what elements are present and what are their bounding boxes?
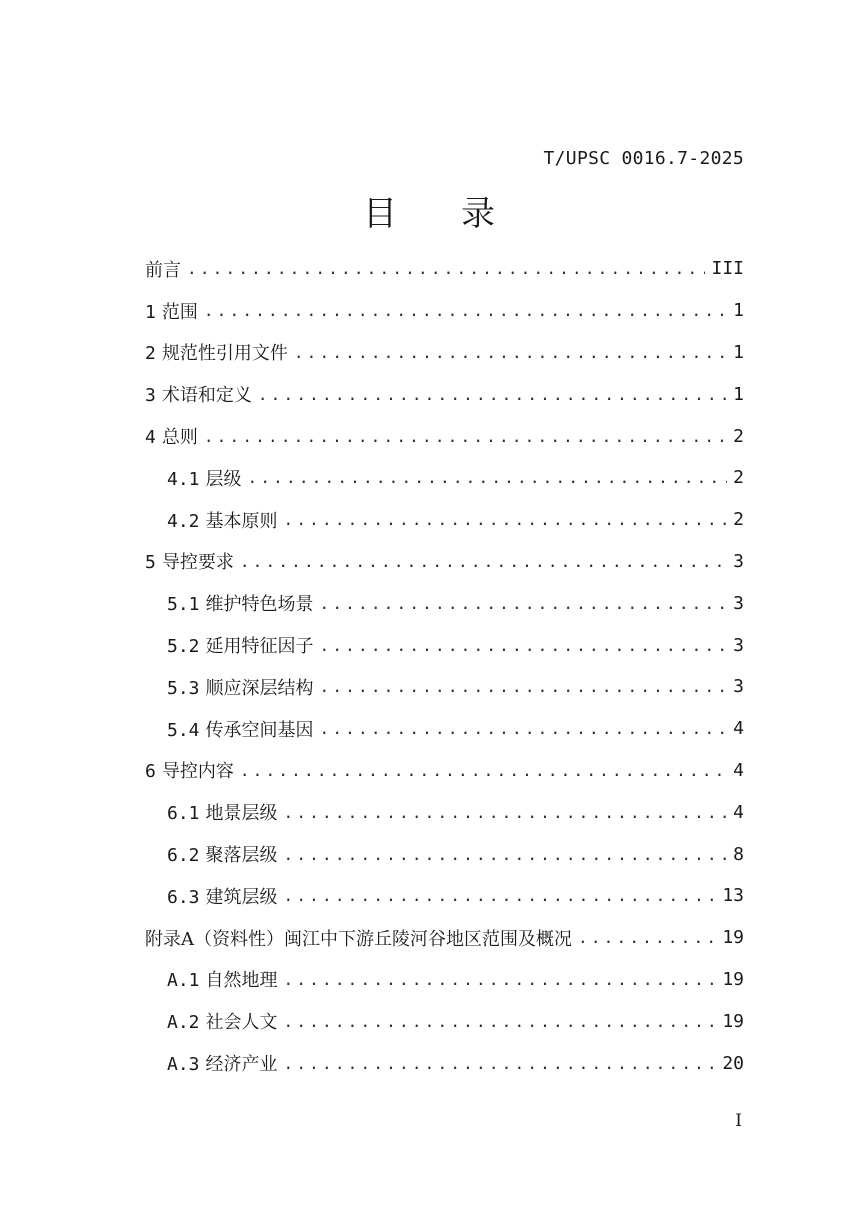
toc-title-part2: 录	[461, 194, 497, 234]
toc-entry-number: 2	[145, 343, 156, 365]
toc-entry-label	[167, 716, 314, 742]
toc-entry-text: 社会人文	[205, 1012, 278, 1034]
toc-entry-text: 聚落层级	[205, 845, 278, 867]
toc-entry-text: 范围	[161, 301, 198, 323]
toc-dot-leader	[284, 1054, 717, 1073]
toc-dot-leader	[320, 677, 728, 696]
toc-dot-leader	[284, 510, 728, 529]
toc-entry-page: 2	[733, 509, 744, 531]
toc-entry-page: 3	[733, 676, 744, 698]
toc-title	[0, 186, 860, 235]
toc-entry-label	[167, 632, 314, 658]
toc-dot-leader	[320, 594, 728, 613]
toc-entry-label	[145, 339, 288, 365]
toc-entry-label	[145, 423, 198, 449]
toc-entry-number: 6.3	[167, 886, 200, 908]
toc-entry-number: 1	[145, 301, 156, 323]
toc-entry-label	[145, 256, 181, 282]
toc-entry[interactable]	[145, 833, 744, 875]
toc-entry-label	[145, 925, 572, 951]
toc-entry-page: 20	[722, 1052, 744, 1074]
toc-entry[interactable]	[145, 666, 744, 708]
toc-entry-label	[167, 841, 278, 867]
toc-entry[interactable]	[145, 708, 744, 750]
toc-entry-page: 3	[733, 550, 744, 572]
toc-entry-text: 经济产业	[205, 1054, 278, 1076]
toc-entry-text: 基本原则	[205, 510, 278, 532]
toc-entry-page: 1	[733, 383, 744, 405]
toc-entry[interactable]	[145, 1042, 744, 1084]
toc-entry[interactable]	[145, 917, 744, 959]
toc-entry-text: 附录A（资料性）闽江中下游丘陵河谷地区范围及概况	[145, 928, 572, 950]
toc-dot-leader	[240, 552, 727, 571]
toc-entry-page: 19	[722, 927, 744, 949]
toc-entry-label	[167, 465, 242, 491]
toc-entry-number: 5.4	[167, 719, 200, 741]
toc-entry-label	[145, 381, 252, 407]
toc-entry-page: 2	[733, 467, 744, 489]
toc-entry-number: 5	[145, 552, 156, 574]
toc-entry-number: 3	[145, 385, 156, 407]
toc-entry-label	[167, 674, 314, 700]
toc-dot-leader	[320, 636, 728, 655]
toc-entry-number: 6.1	[167, 803, 200, 825]
toc-entry[interactable]	[145, 332, 744, 374]
toc-dot-leader	[248, 468, 728, 487]
document-code: T/UPSC 0016.7-2025	[543, 148, 744, 169]
toc-dot-leader	[284, 1012, 717, 1031]
toc-entry-text: 导控内容	[161, 761, 234, 783]
toc-entry-text: 地景层级	[205, 803, 278, 825]
toc-entry-text: 建筑层级	[205, 886, 278, 908]
toc-entry[interactable]	[145, 959, 744, 1001]
toc-entry-number: 5.2	[167, 636, 200, 658]
toc-entry-label	[167, 590, 314, 616]
toc-entry-page: 4	[733, 801, 744, 823]
toc-entry[interactable]	[145, 457, 744, 499]
toc-entry-page: 1	[733, 341, 744, 363]
toc-entry-text: 总则	[161, 427, 198, 449]
toc-entry-number: 5.3	[167, 677, 200, 699]
toc-entry-label	[167, 1008, 278, 1034]
toc-dot-leader	[240, 761, 727, 780]
toc-entry-text: 前言	[145, 259, 181, 281]
toc-dot-leader	[320, 719, 728, 738]
toc-entry[interactable]	[145, 624, 744, 666]
toc-entry-text: 传承空间基因	[205, 719, 314, 741]
toc-entry-number: 4	[145, 427, 156, 449]
toc-entry-page: 4	[733, 759, 744, 781]
toc-dot-leader	[258, 385, 727, 404]
toc-entry-text: 规范性引用文件	[161, 343, 288, 365]
toc-entry[interactable]	[145, 750, 744, 792]
toc-entry-text: 层级	[205, 468, 242, 490]
toc-entry-label	[167, 507, 278, 533]
toc-entry[interactable]	[145, 290, 744, 332]
toc-dot-leader	[578, 928, 716, 947]
toc-entry-number: A.1	[167, 970, 200, 992]
toc-entry-number: 6.2	[167, 845, 200, 867]
toc-entry[interactable]	[145, 248, 744, 290]
toc-entry-text: 术语和定义	[161, 385, 252, 407]
toc-dot-leader	[284, 803, 728, 822]
toc-entry-number: 5.1	[167, 594, 200, 616]
toc-entry-page: 1	[733, 300, 744, 322]
toc-dot-leader	[284, 886, 717, 905]
toc-entry-label	[145, 298, 198, 324]
toc-entry-page: III	[711, 258, 744, 280]
toc-entry-page: 3	[733, 634, 744, 656]
toc-entry[interactable]	[145, 791, 744, 833]
toc-entry-page: 3	[733, 592, 744, 614]
toc-entry-number: A.3	[167, 1054, 200, 1076]
toc-dot-leader	[187, 259, 705, 278]
toc-entry-number: 4.1	[167, 468, 200, 490]
toc-entry-label	[145, 757, 234, 783]
toc-entry-label	[145, 548, 234, 574]
page-number: I	[735, 1111, 742, 1131]
toc-entry-label	[167, 966, 278, 992]
toc-entry-text: 维护特色场景	[205, 594, 314, 616]
toc-list	[145, 248, 744, 1084]
toc-entry-text: 顺应深层结构	[205, 677, 314, 699]
toc-entry[interactable]	[145, 541, 744, 583]
toc-entry[interactable]	[145, 415, 744, 457]
toc-dot-leader	[204, 427, 727, 446]
toc-dot-leader	[284, 970, 717, 989]
toc-dot-leader	[294, 343, 727, 362]
toc-entry-page: 2	[733, 425, 744, 447]
toc-entry-text: 导控要求	[161, 552, 234, 574]
toc-entry-number: 4.2	[167, 510, 200, 532]
toc-entry[interactable]	[145, 1000, 744, 1042]
toc-title-part1: 目	[363, 194, 399, 234]
toc-entry-number: 6	[145, 761, 156, 783]
toc-entry-text: 延用特征因子	[205, 636, 314, 658]
toc-entry[interactable]	[145, 582, 744, 624]
toc-entry-page: 19	[722, 968, 744, 990]
toc-entry-label	[167, 883, 278, 909]
toc-entry-page: 13	[722, 885, 744, 907]
toc-entry[interactable]	[145, 875, 744, 917]
toc-entry[interactable]	[145, 373, 744, 415]
toc-entry-label	[167, 799, 278, 825]
toc-entry-label	[167, 1050, 278, 1076]
toc-dot-leader	[284, 845, 728, 864]
toc-dot-leader	[204, 301, 727, 320]
toc-entry-number: A.2	[167, 1012, 200, 1034]
toc-entry-page: 4	[733, 718, 744, 740]
toc-entry[interactable]	[145, 499, 744, 541]
toc-entry-text: 自然地理	[205, 970, 278, 992]
toc-entry-page: 8	[733, 843, 744, 865]
toc-entry-page: 19	[722, 1010, 744, 1032]
